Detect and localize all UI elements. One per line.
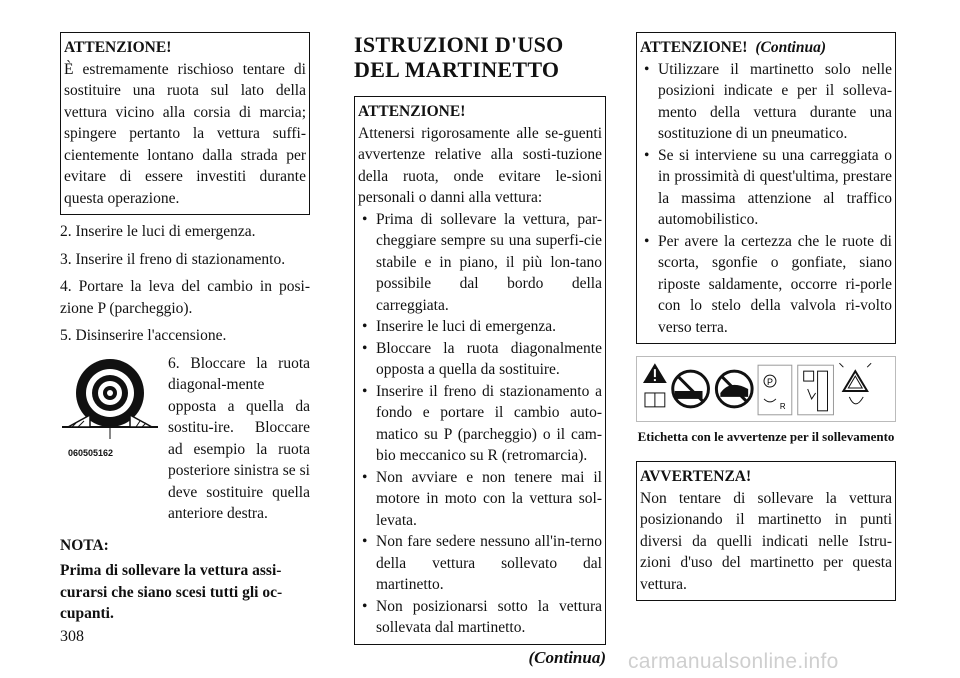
column-middle — [354, 32, 606, 668]
column-left — [60, 32, 310, 625]
step-3: 3. Inserire il freno di stazionamento. — [60, 250, 286, 268]
warning-box-road — [60, 32, 310, 215]
step-2: 2. Inserire le luci di emergenza. — [60, 223, 256, 240]
note-title: NOTA: — [60, 536, 109, 554]
steps-list — [60, 221, 310, 347]
lift-warning-label — [636, 356, 896, 422]
bullet-item: • Non fare sedere nessuno all'in-terno della vettura sollevato dal martinetto. — [358, 531, 602, 596]
footer-watermark: carmanualsonline.info — [628, 650, 839, 673]
bullet-item: • Per avere la certezza che le ruote di scorta, sgonfie o gonfiate, siano riposte saldamente, occorre ri-porle con lo stelo della valvola ri-volto verso terra. — [640, 231, 892, 339]
bullet-item: • Bloccare la ruota diagonalmente opposta a quella da sostituire. — [358, 338, 602, 381]
bullet-item: • Inserire il freno di stazionamento a fondo e portare il cambio auto-matico su P (parcheggio) o il cam-bio meccanico su R (retromarcia). — [358, 381, 602, 467]
warning-box-continued — [636, 32, 896, 344]
step-6-block — [60, 353, 310, 525]
column-right — [636, 32, 896, 601]
bullet-item: • Non posizionarsi sotto la vettura sollevata dal martinetto. — [358, 596, 602, 639]
warning-body: È estremamente rischioso tentare di sostituire una ruota sul lato della vettura vicino alla corsia di marcia; spingere pertanto la vettura suffi-cientemente lontano dalla strada per evitare di essere investiti durante questa operazione. — [64, 60, 306, 207]
advert-body: Non tentare di sollevare la vettura posizionando il martinetto in punti diversi da quelli indicati nelle Istru-zioni d'uso del martinetto per questa vettura. — [640, 489, 892, 593]
step-6: 6. Bloccare la ruota diagonal-mente opposta a quella da sostitu-ire. Bloccare ad esempio la ruota posteriore sinistra se si deve sostituire quella anteriore destra. — [168, 354, 310, 522]
lift-label-pictograms-icon — [641, 359, 891, 419]
warning-intro: Attenersi rigorosamente alle se-guenti avvertenze relative alla sosti-tuzione della ruota, onde evitare le-sioni personali o danni alla vettura: — [358, 124, 602, 206]
wheel-chock-figure — [60, 353, 160, 458]
figure-code: 060505162 — [68, 447, 114, 458]
label-caption: Etichetta con le avvertenze per il sollevamento — [637, 429, 895, 444]
svg-text:R: R — [779, 401, 786, 411]
warning-box-jack — [354, 96, 606, 645]
bullet-item: • Utilizzare il martinetto solo nelle posizioni indicate e per il solleva-mento della vettura durante una sostituzione di un pneumatico. — [640, 59, 892, 145]
note-body: Prima di sollevare la vettura assi-curarsi che siano scesi tutti gli oc-cupanti. — [60, 562, 283, 622]
warning-title: ATTENZIONE! — [358, 103, 466, 120]
step-5: 5. Disinserire l'accensione. — [60, 327, 227, 344]
bullet-item: • Prima di sollevare la vettura, par-cheggiare sempre su una superfi-cie stabile e in piano, il più lon-tano possibile dal bordo della carreggiata. — [358, 209, 602, 317]
bullet-item: • Se si interviene su una carreggiata o in prossimità di quest'ultima, prestare la massima attenzione al traffico automobilistico. — [640, 145, 892, 231]
bullet-item: • Inserire le luci di emergenza. — [358, 316, 602, 338]
bullet-item: • Non avviare e non tenere mai il motore in moto con la vettura sol-levata. — [358, 467, 602, 532]
page-number: 308 — [60, 628, 84, 645]
warning-title: ATTENZIONE! — [64, 39, 172, 56]
wheel-chock-icon — [60, 353, 160, 443]
continua-label: (Continua) — [528, 647, 606, 667]
warning-bullets — [358, 209, 602, 639]
section-title: ISTRUZIONI D'USO DEL MARTINETTO — [354, 32, 564, 82]
advertenza-box — [636, 461, 896, 601]
warning-bullets — [640, 59, 892, 339]
warning-title: ATTENZIONE! — [640, 39, 748, 56]
advert-title: AVVERTENZA! — [640, 468, 752, 485]
step-4: 4. Portare la leva del cambio in posi-zione P (parcheggio). — [60, 278, 310, 317]
svg-text:P: P — [766, 377, 773, 388]
continua-inline: (Continua) — [755, 39, 827, 56]
